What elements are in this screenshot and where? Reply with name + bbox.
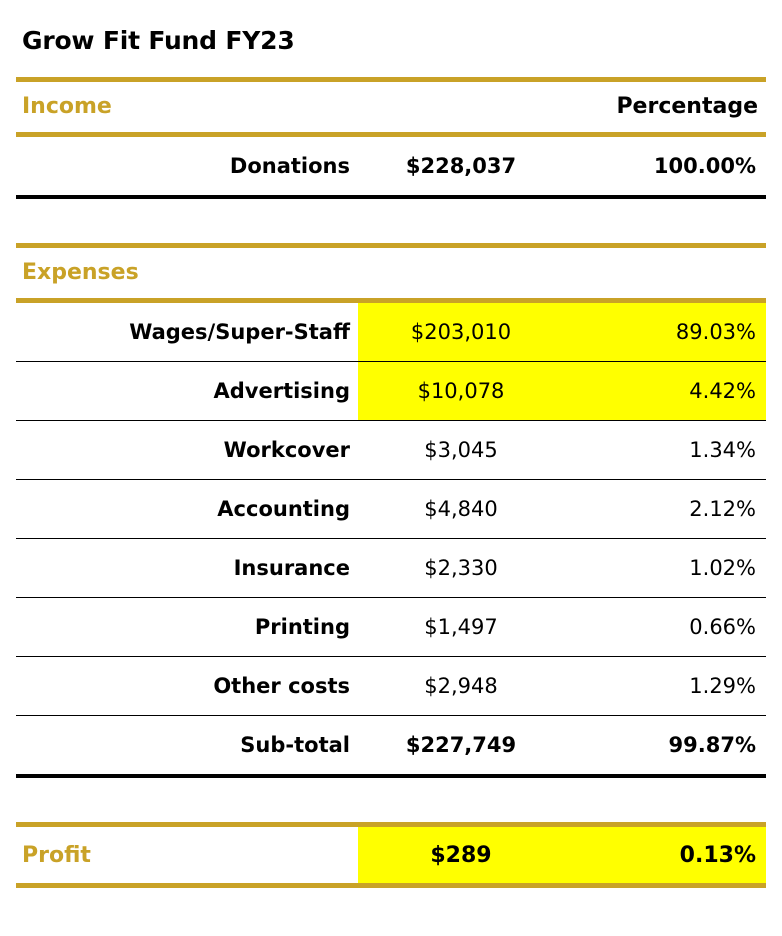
profit-percentage: 0.13% <box>564 827 766 883</box>
row-percentage-accounting: 2.12% <box>689 497 756 521</box>
row-percentage-insurance: 1.02% <box>689 556 756 580</box>
row-percentage-advertising: 4.42% <box>564 362 766 421</box>
row-label-workcover: Workcover <box>223 438 350 462</box>
row-label-wages: Wages/Super-Staff <box>129 320 350 344</box>
income-header-label: Income <box>22 93 112 119</box>
table-row <box>16 362 766 421</box>
row-amount-other-costs: $2,948 <box>424 674 498 698</box>
row-label-donations: Donations <box>229 154 350 178</box>
row-label-accounting: Accounting <box>217 497 350 521</box>
table-row <box>16 539 766 598</box>
row-label-sub-total: Sub-total <box>240 733 350 757</box>
expenses-header-row <box>16 248 766 298</box>
table-row <box>16 301 766 362</box>
page-title: Grow Fit Fund FY23 <box>22 26 295 55</box>
expenses-header-blank-pct <box>564 248 766 298</box>
row-label-advertising: Advertising <box>213 379 350 403</box>
table-row <box>16 598 766 657</box>
row-amount-sub-total: $227,749 <box>405 733 517 757</box>
table-row <box>16 657 766 716</box>
expenses-header-label: Expenses <box>22 259 139 285</box>
profit-label: Profit <box>22 842 91 868</box>
income-header-percentage: Percentage <box>616 93 758 119</box>
profit-row <box>16 827 766 883</box>
row-percentage-sub-total: 99.87% <box>668 733 756 757</box>
table-row <box>16 135 766 196</box>
income-header-blank <box>358 82 564 132</box>
profit-bottom-rule <box>16 883 766 886</box>
row-amount-insurance: $2,330 <box>424 556 498 580</box>
row-percentage-workcover: 1.34% <box>689 438 756 462</box>
row-amount-printing: $1,497 <box>424 615 498 639</box>
row-label-insurance: Insurance <box>233 556 350 580</box>
table-row <box>16 716 766 775</box>
table-row <box>16 480 766 539</box>
profit-amount: $289 <box>358 827 564 883</box>
income-header-row <box>16 82 766 132</box>
row-amount-advertising: $10,078 <box>358 362 564 421</box>
row-label-printing: Printing <box>254 615 350 639</box>
row-amount-workcover: $3,045 <box>424 438 498 462</box>
row-percentage-donations: 100.00% <box>653 154 756 178</box>
row-amount-wages: $203,010 <box>358 301 564 362</box>
budget-table <box>16 77 766 888</box>
row-percentage-wages: 89.03% <box>564 301 766 362</box>
table-row <box>16 421 766 480</box>
row-percentage-other-costs: 1.29% <box>689 674 756 698</box>
section-spacer <box>16 197 766 246</box>
expenses-header-blank-amount <box>358 248 564 298</box>
row-label-other-costs: Other costs <box>213 674 350 698</box>
row-amount-accounting: $4,840 <box>424 497 498 521</box>
profit-spacer <box>16 776 766 825</box>
row-amount-donations: $228,037 <box>405 154 517 178</box>
row-percentage-printing: 0.66% <box>689 615 756 639</box>
